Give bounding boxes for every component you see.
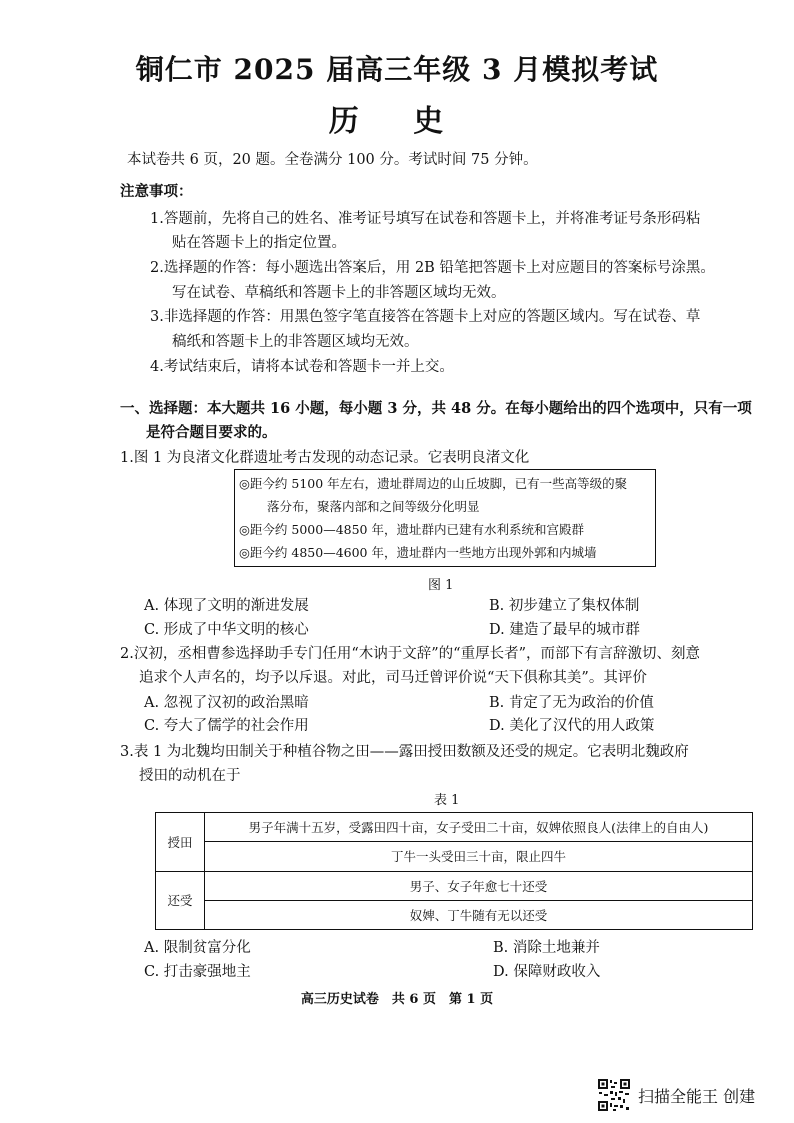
q1-option-d: D. 建造了最早的城市群 xyxy=(489,622,640,638)
q2-stem-line-2: 追求个人声名的，均予以斥退。对此，司马迁曾评价说“天下俱称其美”。其评价 xyxy=(139,670,647,686)
q1-option-c: C. 形成了中华文明的核心 xyxy=(144,622,309,638)
section-heading-line-1: 一、选择题：本大题共 16 小题，每小题 3 分，共 48 分。在每小题给出的四个选项中，只有一项 xyxy=(120,400,752,417)
section-heading-line-2: 是符合题目要求的。 xyxy=(146,424,277,441)
q3-stem-line-2: 授田的动机在于 xyxy=(139,768,241,784)
q1-option-a: A. 体现了文明的渐进发展 xyxy=(144,598,309,614)
q1-box-line-2: 落分布，聚落内部和之间等级分化明显 xyxy=(267,499,480,514)
table-cell: 男子、女子年愈七十还受 xyxy=(205,871,753,900)
q1-figure-caption: 图 1 xyxy=(428,578,454,593)
q3-stem-line-1: 3.表 1 为北魏均田制关于种植谷物之田——露田授田数额及还受的规定。它表明北魏政府 xyxy=(120,744,689,760)
q3-option-c: C. 打击豪强地主 xyxy=(144,964,251,980)
exam-intro: 本试卷共 6 页，20 题。全卷满分 100 分。考试时间 75 分钟。 xyxy=(127,152,538,168)
subject-title: 历 史 xyxy=(328,104,466,139)
q1-box-line-3: ◎距今约 5000—4850 年，遗址群内已建有水利系统和宫殿群 xyxy=(239,522,584,537)
q2-stem-line-1: 2.汉初，丞相曹参选择助手专门任用“木讷于文辞”的“重厚长者”，而部下有言辞激切、刻意 xyxy=(120,646,700,662)
q3-option-d: D. 保障财政收入 xyxy=(493,964,601,980)
q2-option-d: D. 美化了汉代的用人政策 xyxy=(489,718,655,734)
table-cell: 奴婢、丁牛随有无以还受 xyxy=(205,900,753,929)
q3-table-caption: 表 1 xyxy=(434,793,460,808)
q1-box-line-1: ◎距今约 5100 年左右，遗址群周边的山丘坡脚，已有一些高等级的聚 xyxy=(239,476,628,491)
table-cell: 丁牛一头受田三十亩，限止四牛 xyxy=(205,842,753,871)
table-row-label-return: 还受 xyxy=(156,871,205,930)
q3-option-b: B. 消除土地兼并 xyxy=(493,940,600,956)
notice-line-3: 2.选择题的作答：每小题选出答案后，用 2B 铅笔把答题卡上对应题目的答案标号涂黑。 xyxy=(150,260,715,276)
q2-option-c: C. 夸大了儒学的社会作用 xyxy=(144,718,309,734)
q2-option-a: A. 忽视了汉初的政治黑暗 xyxy=(144,695,309,711)
page-footer: 高三历史试卷 共 6 页 第 1 页 xyxy=(300,992,494,1007)
q1-figure-box xyxy=(234,469,656,567)
notice-line-2: 贴在答题卡上的指定位置。 xyxy=(172,235,346,251)
notice-line-4: 写在试卷、草稿纸和答题卡上的非答题区域均无效。 xyxy=(172,285,506,301)
q3-option-a: A. 限制贫富分化 xyxy=(144,940,251,956)
notice-line-6: 稿纸和答题卡上的非答题区域均无效。 xyxy=(172,334,419,350)
q2-option-b: B. 肯定了无为政治的价值 xyxy=(489,695,654,711)
q1-box-line-4: ◎距今约 4850—4600 年，遗址群内一些地方出现外郭和内城墙 xyxy=(239,545,597,560)
q1-option-b: B. 初步建立了集权体制 xyxy=(489,598,640,614)
exam-title: 铜仁市 2025 届高三年级 3 月模拟考试 xyxy=(135,53,659,86)
notice-line-1: 1.答题前，先将自己的姓名、准考证号填写在试卷和答题卡上，并将准考证号条形码粘 xyxy=(150,211,701,227)
table-row-label-grant: 授田 xyxy=(156,813,205,872)
q3-table xyxy=(155,812,753,930)
scanner-watermark: 扫描全能王 创建 xyxy=(638,1087,756,1106)
notice-line-7: 4.考试结束后，请将本试卷和答题卡一并上交。 xyxy=(150,359,454,375)
qr-code-icon xyxy=(597,1078,631,1112)
q1-stem: 1.图 1 为良渚文化群遗址考古发现的动态记录。它表明良渚文化 xyxy=(120,450,530,466)
table-cell: 男子年满十五岁，受露田四十亩，女子受田二十亩，奴婢依照良人(法律上的自由人) xyxy=(205,813,753,842)
notice-line-5: 3.非选择题的作答：用黑色签字笔直接答在答题卡上对应的答题区域内。写在试卷、草 xyxy=(150,309,701,325)
notice-heading: 注意事项： xyxy=(120,183,193,200)
